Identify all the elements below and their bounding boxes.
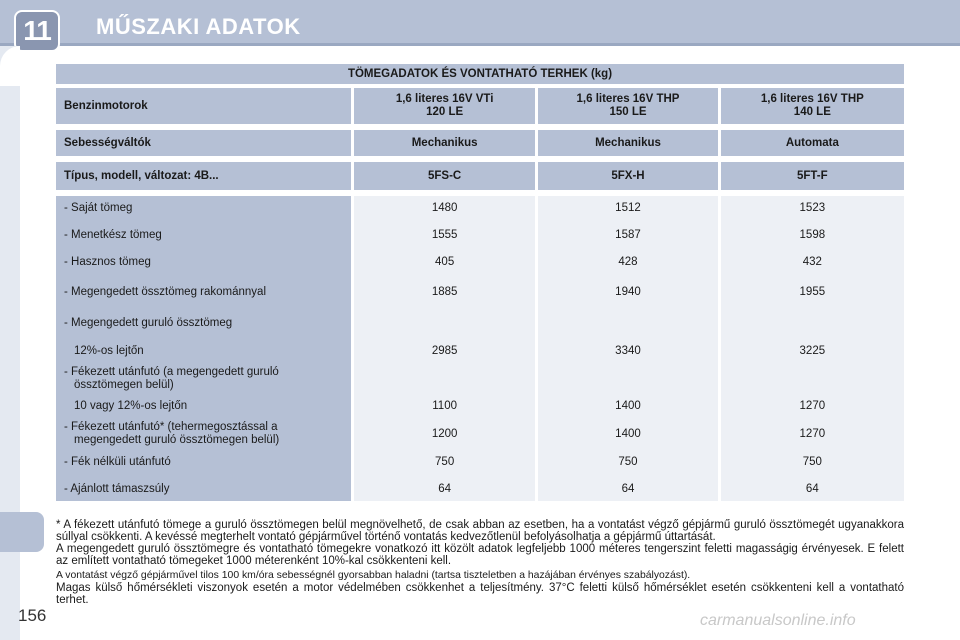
table-cell: 3225	[799, 345, 826, 357]
table-cell: 405	[435, 256, 455, 268]
type-col-1: 5FS-C	[354, 162, 535, 190]
engine-col-1: 1,6 literes 16V VTi 120 LE	[354, 88, 535, 124]
table-cell: 64	[621, 483, 635, 495]
specs-table	[56, 64, 904, 501]
value-column-2	[538, 196, 717, 501]
table-cell: 750	[435, 456, 455, 468]
table-cell: 64	[805, 483, 819, 495]
engine-header-row	[56, 88, 904, 124]
row-label: - Fékezett utánfutó (a megengedett guruló össztömegen belül)	[64, 366, 279, 391]
row-label: - Megengedett össztömeg rakománnyal	[64, 286, 266, 298]
engine-row-label: Benzinmotorok	[56, 88, 351, 124]
row-label: - Hasznos tömeg	[64, 256, 151, 268]
table-cell: 432	[802, 256, 822, 268]
table-cell: 1400	[615, 428, 641, 440]
header-stripe	[0, 43, 960, 46]
table-cell: 1555	[431, 229, 458, 241]
temperature-note: Magas külső hőmérsékleti viszonyok esetén a motor védelmében csökkenhet a teljesítmény. 37°C feletti külső hőmérséklet esetén csökkenteni kell a vontatható terhet.	[56, 581, 904, 606]
page-edge-curve	[0, 46, 20, 86]
watermark: carmanualsonline.info	[700, 612, 856, 629]
gearbox-col-2: Mechanikus	[538, 130, 717, 156]
value-column-1	[354, 196, 535, 501]
page-title: MŰSZAKI ADATOK	[96, 14, 301, 39]
table-cell: 750	[618, 456, 638, 468]
type-row-label: Típus, modell, változat: 4B...	[56, 162, 351, 190]
row-label: - Megengedett guruló össztömeg	[64, 317, 233, 329]
type-col-3: 5FT-F	[721, 162, 904, 190]
row-label: - Menetkész tömeg	[64, 229, 162, 241]
engine-col-2: 1,6 literes 16V THP 150 LE	[538, 88, 717, 124]
table-cell: 2985	[431, 345, 458, 357]
table-cell: 64	[438, 483, 452, 495]
row-label: - Fék nélküli utánfutó	[64, 456, 171, 468]
type-header-row	[56, 162, 904, 190]
table-cell: 1885	[431, 286, 458, 298]
side-tab-marker	[0, 512, 44, 552]
table-cell: 1270	[799, 428, 826, 440]
value-column-3	[721, 196, 904, 501]
star-footnote: * A fékezett utánfutó tömege a guruló össztömegen belül megnövelhető, de csak abban az esetben, ha a vontatást végző gépjármű guruló össztömegét ugyanakkora súllyal csökkenti. A kevéssé megterhelt vontató gépjárművel történő vontatás kedvezőtlenül befolyásolhatja a gépjármű úttartását.	[56, 519, 904, 543]
table-cell: 1400	[615, 400, 641, 412]
table-cell: 3340	[615, 345, 641, 357]
gearbox-header-row	[56, 130, 904, 156]
footnotes	[56, 520, 904, 606]
table-cell: 1587	[615, 229, 641, 241]
speed-limit-note: A vontatást végző gépjárművel tilos 100 km/óra sebességnél gyorsabban haladni (tartsa tiszteletben a hazájában érvényes szabályozást).	[56, 570, 691, 582]
table-cell: 1270	[799, 400, 826, 412]
table-title: TÖMEGADATOK ÉS VONTATHATÓ TERHEK (kg)	[56, 64, 904, 84]
row-label: 12%-os lejtőn	[74, 345, 144, 357]
gearbox-row-label: Sebességváltók	[56, 130, 351, 156]
table-cell: 1940	[615, 286, 641, 298]
table-cell: 750	[802, 456, 822, 468]
gearbox-col-3: Automata	[721, 130, 904, 156]
altitude-note: A megengedett guruló össztömegre és vontatható tömegekre vonatkozó itt közölt adatok legfeljebb 1000 méteres tengerszint feletti magasságig érvényesek. E felett az említett vontatható tömegeket 1000 méterenként 10%-kal csökkenteni kell.	[56, 543, 904, 567]
table-cell: 1523	[799, 202, 826, 214]
table-cell: 1955	[799, 286, 826, 298]
table-cell: 428	[618, 256, 638, 268]
type-col-2: 5FX-H	[538, 162, 717, 190]
page-number: 156	[18, 606, 47, 625]
row-label: - Ajánlott támaszsúly	[64, 483, 170, 495]
gearbox-col-1: Mechanikus	[354, 130, 535, 156]
table-body	[56, 196, 904, 501]
table-cell: 1480	[431, 202, 458, 214]
table-cell: 1598	[799, 229, 826, 241]
engine-col-3: 1,6 literes 16V THP 140 LE	[721, 88, 904, 124]
table-cell: 1512	[615, 202, 641, 214]
chapter-number-tab: 11	[14, 10, 60, 52]
label-column	[56, 196, 351, 501]
row-label: - Fékezett utánfutó* (tehermegosztással a megengedett guruló össztömegen belül)	[64, 421, 280, 446]
row-label: 10 vagy 12%-os lejtőn	[74, 400, 188, 412]
table-cell: 1200	[431, 428, 458, 440]
row-label: - Saját tömeg	[64, 202, 133, 214]
table-cell: 1100	[432, 400, 457, 412]
